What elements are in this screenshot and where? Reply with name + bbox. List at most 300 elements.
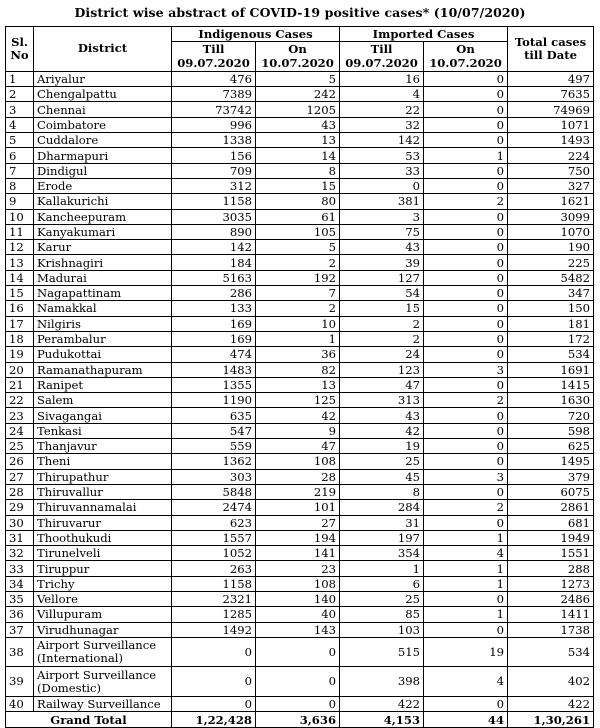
cell-imp-till: 3	[340, 209, 424, 224]
cell-total: 327	[508, 178, 594, 193]
cell-total: 750	[508, 163, 594, 178]
cell-sl-no: 21	[6, 377, 34, 392]
cell-sl-no: 26	[6, 454, 34, 469]
cell-total: 74969	[508, 102, 594, 117]
table-row	[6, 393, 594, 408]
cell-total: 181	[508, 316, 594, 331]
cell-ind-on: 125	[256, 393, 340, 408]
table-row	[6, 347, 594, 362]
cell-district: Kanyakumari	[34, 224, 172, 239]
district-cases-table	[5, 26, 594, 728]
cell-imp-till: 16	[340, 71, 424, 86]
cell-imp-on: 1	[424, 530, 508, 545]
cell-district: Railway Surveillance	[34, 697, 172, 712]
cell-district: Namakkal	[34, 301, 172, 316]
cell-ind-on: 40	[256, 607, 340, 622]
cell-total: 534	[508, 637, 594, 667]
cell-ind-on: 80	[256, 194, 340, 209]
cell-sl-no: 11	[6, 224, 34, 239]
table-row	[6, 133, 594, 148]
cell-ind-till: 1285	[172, 607, 256, 622]
cell-sl-no: 5	[6, 133, 34, 148]
cell-ind-till: 133	[172, 301, 256, 316]
cell-imp-on: 0	[424, 408, 508, 423]
cell-imp-on: 0	[424, 286, 508, 301]
cell-district: Ranipet	[34, 377, 172, 392]
cell-district: Kallakurichi	[34, 194, 172, 209]
cell-ind-on: 105	[256, 224, 340, 239]
table-row	[6, 469, 594, 484]
cell-imp-till: 22	[340, 102, 424, 117]
cell-district: Thirupathur	[34, 469, 172, 484]
table-row	[6, 576, 594, 591]
cell-district: Krishnagiri	[34, 255, 172, 270]
cell-district: Pudukottai	[34, 347, 172, 362]
cell-ind-on: 2	[256, 255, 340, 270]
cell-ind-till: 1492	[172, 622, 256, 637]
cell-total: 7635	[508, 87, 594, 102]
cell-district: Airport Surveillance (International)	[34, 637, 172, 667]
cell-ind-till: 1557	[172, 530, 256, 545]
cell-district: Dharmapuri	[34, 148, 172, 163]
cell-district: Tenkasi	[34, 423, 172, 438]
cell-ind-till: 263	[172, 561, 256, 576]
cell-sl-no: 4	[6, 117, 34, 132]
cell-total: 5482	[508, 270, 594, 285]
table-row	[6, 331, 594, 346]
cell-ind-till: 156	[172, 148, 256, 163]
cell-district: Salem	[34, 393, 172, 408]
cell-ind-on: 27	[256, 515, 340, 530]
table-row	[6, 484, 594, 499]
cell-total: 1738	[508, 622, 594, 637]
cell-ind-on: 1	[256, 331, 340, 346]
cell-district: Nagapattinam	[34, 286, 172, 301]
cell-sl-no: 40	[6, 697, 34, 712]
cell-sl-no: 24	[6, 423, 34, 438]
cell-ind-till: 7389	[172, 87, 256, 102]
table-row	[6, 178, 594, 193]
table-row	[6, 270, 594, 285]
cell-sl-no: 27	[6, 469, 34, 484]
cell-sl-no: 31	[6, 530, 34, 545]
grand-total-imp-on: 44	[424, 712, 508, 727]
cell-imp-till: 75	[340, 224, 424, 239]
cell-district: Virudhunagar	[34, 622, 172, 637]
cell-imp-on: 0	[424, 439, 508, 454]
cell-district: Madurai	[34, 270, 172, 285]
cell-imp-on: 0	[424, 133, 508, 148]
table-row	[6, 637, 594, 667]
header-imp-on: On	[424, 42, 508, 57]
cell-imp-on: 0	[424, 377, 508, 392]
cell-total: 1691	[508, 362, 594, 377]
cell-ind-till: 169	[172, 331, 256, 346]
cell-imp-on: 0	[424, 87, 508, 102]
cell-total: 288	[508, 561, 594, 576]
cell-ind-till: 73742	[172, 102, 256, 117]
cell-imp-on: 0	[424, 454, 508, 469]
cell-imp-till: 19	[340, 439, 424, 454]
cell-imp-on: 0	[424, 117, 508, 132]
cell-total: 1411	[508, 607, 594, 622]
header-total-cases: Total cases till Date	[508, 27, 594, 72]
cell-total: 172	[508, 331, 594, 346]
cell-total: 625	[508, 439, 594, 454]
cell-imp-on: 19	[424, 637, 508, 667]
cell-ind-on: 143	[256, 622, 340, 637]
table-row	[6, 301, 594, 316]
cell-imp-till: 15	[340, 301, 424, 316]
cell-ind-till: 286	[172, 286, 256, 301]
table-row	[6, 255, 594, 270]
cell-imp-till: 354	[340, 546, 424, 561]
cell-imp-till: 142	[340, 133, 424, 148]
table-row	[6, 71, 594, 86]
table-row	[6, 362, 594, 377]
cell-district: Chengalpattu	[34, 87, 172, 102]
cell-imp-till: 103	[340, 622, 424, 637]
table-row	[6, 697, 594, 712]
cell-ind-till: 1190	[172, 393, 256, 408]
cell-ind-till: 547	[172, 423, 256, 438]
cell-imp-on: 0	[424, 163, 508, 178]
cell-sl-no: 36	[6, 607, 34, 622]
cell-ind-till: 996	[172, 117, 256, 132]
cell-imp-on: 1	[424, 576, 508, 591]
cell-district: Vellore	[34, 591, 172, 606]
cell-sl-no: 19	[6, 347, 34, 362]
table-row	[6, 148, 594, 163]
cell-district: Dindigul	[34, 163, 172, 178]
cell-ind-on: 5	[256, 71, 340, 86]
cell-total: 1273	[508, 576, 594, 591]
cell-district: Tirunelveli	[34, 546, 172, 561]
cell-imp-till: 42	[340, 423, 424, 438]
cell-imp-on: 0	[424, 515, 508, 530]
grand-total-imp-till: 4,153	[340, 712, 424, 727]
table-row	[6, 194, 594, 209]
cell-total: 347	[508, 286, 594, 301]
cell-imp-on: 0	[424, 484, 508, 499]
cell-ind-till: 474	[172, 347, 256, 362]
cell-total: 2861	[508, 500, 594, 515]
table-row	[6, 408, 594, 423]
cell-sl-no: 32	[6, 546, 34, 561]
cell-sl-no: 17	[6, 316, 34, 331]
cell-sl-no: 22	[6, 393, 34, 408]
cell-sl-no: 6	[6, 148, 34, 163]
cell-total: 598	[508, 423, 594, 438]
cell-ind-till: 184	[172, 255, 256, 270]
cell-ind-till: 476	[172, 71, 256, 86]
cell-sl-no: 8	[6, 178, 34, 193]
cell-imp-till: 39	[340, 255, 424, 270]
table-row	[6, 209, 594, 224]
cell-district: Thiruvallur	[34, 484, 172, 499]
cell-total: 402	[508, 667, 594, 697]
cell-ind-on: 28	[256, 469, 340, 484]
cell-sl-no: 25	[6, 439, 34, 454]
cell-ind-on: 0	[256, 637, 340, 667]
header-imp-till-date: 09.07.2020	[340, 57, 424, 72]
cell-imp-till: 197	[340, 530, 424, 545]
cell-sl-no: 14	[6, 270, 34, 285]
cell-imp-on: 0	[424, 423, 508, 438]
cell-ind-till: 0	[172, 637, 256, 667]
cell-imp-on: 0	[424, 240, 508, 255]
cell-sl-no: 18	[6, 331, 34, 346]
cell-ind-on: 2	[256, 301, 340, 316]
header-indigenous-cases: Indigenous Cases	[172, 27, 340, 42]
cell-imp-on: 0	[424, 622, 508, 637]
table-row	[6, 561, 594, 576]
cell-district: Ariyalur	[34, 71, 172, 86]
cell-district: Perambalur	[34, 331, 172, 346]
table-row	[6, 377, 594, 392]
cell-sl-no: 15	[6, 286, 34, 301]
cell-sl-no: 23	[6, 408, 34, 423]
cell-district: Thiruvannamalai	[34, 500, 172, 515]
cell-imp-on: 0	[424, 224, 508, 239]
cell-ind-till: 1338	[172, 133, 256, 148]
cell-ind-till: 1158	[172, 576, 256, 591]
table-row	[6, 102, 594, 117]
header-ind-till-date: 09.07.2020	[172, 57, 256, 72]
cell-imp-on: 0	[424, 270, 508, 285]
cell-imp-till: 4	[340, 87, 424, 102]
cell-imp-on: 0	[424, 71, 508, 86]
cell-ind-on: 10	[256, 316, 340, 331]
cell-ind-till: 2321	[172, 591, 256, 606]
cell-imp-on: 3	[424, 362, 508, 377]
cell-ind-on: 141	[256, 546, 340, 561]
cell-imp-on: 4	[424, 667, 508, 697]
cell-imp-till: 2	[340, 316, 424, 331]
table-row	[6, 87, 594, 102]
cell-imp-on: 1	[424, 148, 508, 163]
header-ind-on-date: 10.07.2020	[256, 57, 340, 72]
cell-imp-on: 1	[424, 561, 508, 576]
cell-imp-till: 398	[340, 667, 424, 697]
cell-ind-on: 15	[256, 178, 340, 193]
cell-district: Nilgiris	[34, 316, 172, 331]
cell-total: 224	[508, 148, 594, 163]
table-row	[6, 240, 594, 255]
cell-total: 1630	[508, 393, 594, 408]
cell-sl-no: 28	[6, 484, 34, 499]
cell-ind-till: 1052	[172, 546, 256, 561]
cell-ind-on: 8	[256, 163, 340, 178]
cell-imp-on: 0	[424, 591, 508, 606]
cell-total: 681	[508, 515, 594, 530]
cell-district: Trichy	[34, 576, 172, 591]
cell-sl-no: 7	[6, 163, 34, 178]
cell-district: Cuddalore	[34, 133, 172, 148]
table-row	[6, 286, 594, 301]
cell-imp-till: 313	[340, 393, 424, 408]
cell-imp-on: 0	[424, 178, 508, 193]
cell-imp-till: 43	[340, 408, 424, 423]
cell-imp-till: 32	[340, 117, 424, 132]
cell-total: 3099	[508, 209, 594, 224]
cell-imp-on: 2	[424, 500, 508, 515]
table-row	[6, 224, 594, 239]
cell-imp-on: 2	[424, 393, 508, 408]
cell-ind-on: 101	[256, 500, 340, 515]
cell-imp-till: 284	[340, 500, 424, 515]
header-row-1	[6, 27, 594, 42]
cell-district: Kancheepuram	[34, 209, 172, 224]
cell-ind-on: 13	[256, 377, 340, 392]
cell-total: 379	[508, 469, 594, 484]
cell-imp-on: 0	[424, 347, 508, 362]
cell-ind-till: 5163	[172, 270, 256, 285]
grand-total-label: Grand Total	[6, 712, 172, 727]
document-title: District wise abstract of COVID-19 positive cases* (10/07/2020)	[74, 5, 526, 20]
cell-sl-no: 33	[6, 561, 34, 576]
header-imp-till: Till	[340, 42, 424, 57]
cell-ind-on: 194	[256, 530, 340, 545]
cell-district: Sivagangai	[34, 408, 172, 423]
table-row	[6, 454, 594, 469]
grand-total-ind-till: 1,22,428	[172, 712, 256, 727]
cell-imp-till: 54	[340, 286, 424, 301]
cell-district: Thoothukudi	[34, 530, 172, 545]
cell-imp-on: 0	[424, 316, 508, 331]
table-row	[6, 163, 594, 178]
header-sl-no: Sl. No	[6, 27, 34, 72]
cell-ind-on: 5	[256, 240, 340, 255]
cell-ind-till: 1362	[172, 454, 256, 469]
cell-total: 190	[508, 240, 594, 255]
cell-sl-no: 29	[6, 500, 34, 515]
cell-imp-till: 24	[340, 347, 424, 362]
cell-imp-on: 0	[424, 102, 508, 117]
cell-district: Tiruppur	[34, 561, 172, 576]
table-body	[6, 71, 594, 711]
cell-ind-on: 108	[256, 576, 340, 591]
cell-sl-no: 16	[6, 301, 34, 316]
cell-ind-on: 82	[256, 362, 340, 377]
cell-total: 1551	[508, 546, 594, 561]
cell-ind-on: 1205	[256, 102, 340, 117]
cell-imp-till: 47	[340, 377, 424, 392]
cell-ind-on: 0	[256, 697, 340, 712]
cell-imp-on: 0	[424, 255, 508, 270]
cell-ind-on: 36	[256, 347, 340, 362]
cell-imp-till: 85	[340, 607, 424, 622]
cell-total: 720	[508, 408, 594, 423]
cell-total: 422	[508, 697, 594, 712]
cell-imp-till: 53	[340, 148, 424, 163]
cell-sl-no: 13	[6, 255, 34, 270]
cell-total: 1621	[508, 194, 594, 209]
cell-ind-on: 13	[256, 133, 340, 148]
cell-district: Erode	[34, 178, 172, 193]
cell-sl-no: 10	[6, 209, 34, 224]
cell-ind-till: 623	[172, 515, 256, 530]
cell-imp-till: 1	[340, 561, 424, 576]
cell-total: 150	[508, 301, 594, 316]
cell-imp-till: 127	[340, 270, 424, 285]
cell-district: Coimbatore	[34, 117, 172, 132]
grand-total-ind-on: 3,636	[256, 712, 340, 727]
cell-ind-on: 47	[256, 439, 340, 454]
cell-imp-till: 25	[340, 591, 424, 606]
cell-ind-till: 5848	[172, 484, 256, 499]
cell-sl-no: 1	[6, 71, 34, 86]
cell-total: 6075	[508, 484, 594, 499]
cell-ind-on: 9	[256, 423, 340, 438]
cell-total: 1415	[508, 377, 594, 392]
cell-ind-till: 2474	[172, 500, 256, 515]
cell-imp-on: 0	[424, 331, 508, 346]
cell-sl-no: 30	[6, 515, 34, 530]
cell-ind-on: 43	[256, 117, 340, 132]
cell-imp-till: 6	[340, 576, 424, 591]
cell-imp-on: 0	[424, 209, 508, 224]
table-row	[6, 622, 594, 637]
cell-ind-till: 890	[172, 224, 256, 239]
header-ind-on: On	[256, 42, 340, 57]
cell-total: 1493	[508, 133, 594, 148]
table-row	[6, 607, 594, 622]
cell-ind-till: 3035	[172, 209, 256, 224]
cell-imp-on: 3	[424, 469, 508, 484]
cell-total: 225	[508, 255, 594, 270]
cell-imp-till: 422	[340, 697, 424, 712]
cell-ind-on: 0	[256, 667, 340, 697]
cell-sl-no: 20	[6, 362, 34, 377]
cell-imp-till: 33	[340, 163, 424, 178]
cell-total: 497	[508, 71, 594, 86]
cell-sl-no: 37	[6, 622, 34, 637]
cell-ind-till: 0	[172, 697, 256, 712]
cell-imp-till: 0	[340, 178, 424, 193]
cell-ind-on: 42	[256, 408, 340, 423]
cell-ind-till: 142	[172, 240, 256, 255]
cell-ind-till: 169	[172, 316, 256, 331]
cell-district: Villupuram	[34, 607, 172, 622]
cell-district: Theni	[34, 454, 172, 469]
table-row	[6, 515, 594, 530]
table-row	[6, 591, 594, 606]
cell-sl-no: 9	[6, 194, 34, 209]
table-row	[6, 316, 594, 331]
cell-ind-on: 14	[256, 148, 340, 163]
header-district: District	[34, 27, 172, 72]
cell-imp-till: 123	[340, 362, 424, 377]
cell-district: Thanjavur	[34, 439, 172, 454]
cell-ind-till: 559	[172, 439, 256, 454]
cell-ind-till: 312	[172, 178, 256, 193]
cell-total: 1949	[508, 530, 594, 545]
cell-district: Ramanathapuram	[34, 362, 172, 377]
cell-ind-till: 1483	[172, 362, 256, 377]
table-row	[6, 500, 594, 515]
table-row	[6, 667, 594, 697]
grand-total-total: 1,30,261	[508, 712, 594, 727]
cell-sl-no: 12	[6, 240, 34, 255]
cell-ind-on: 140	[256, 591, 340, 606]
cell-ind-till: 709	[172, 163, 256, 178]
cell-imp-till: 2	[340, 331, 424, 346]
cell-ind-on: 23	[256, 561, 340, 576]
cell-ind-on: 7	[256, 286, 340, 301]
cell-ind-till: 303	[172, 469, 256, 484]
cell-district: Thiruvarur	[34, 515, 172, 530]
